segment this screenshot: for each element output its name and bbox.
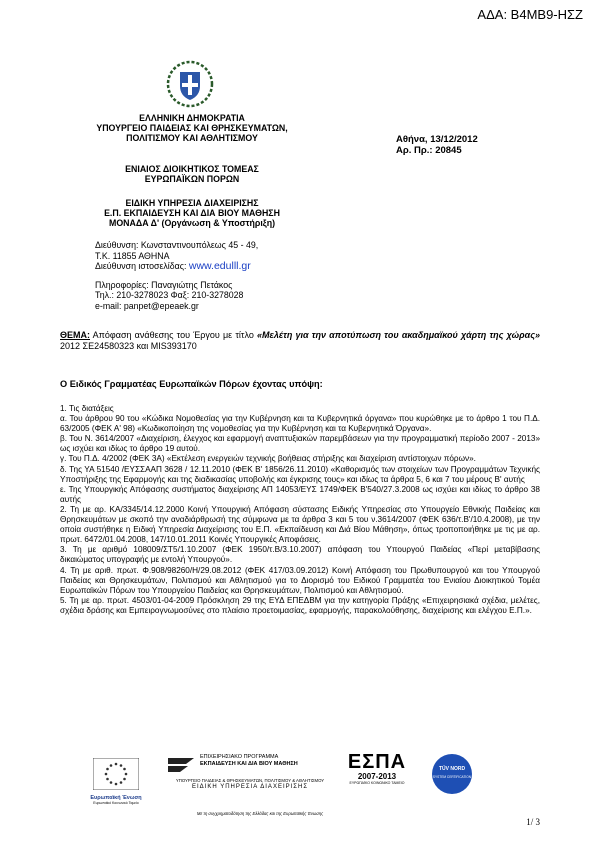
tuv-label: TÜV NORD [438,766,466,772]
op-title [200,754,298,768]
header-line: ΠΟΛΙΤΙΣΜΟΥ ΚΑΙ ΑΘΛΗΤΙΣΜΟΥ [126,133,258,143]
espa-logo [342,752,412,785]
date-block [396,134,478,156]
paragraph: 3. Τη με αριθμό 108009/ΣΤ5/1.10.2007 (ΦΕΚ 1950/τ.Β/3.10.2007) απόφαση του Υπουργού Παιδείας «Περί μεταβίβασης δικαιώματος υπογραφής με εντολή Υπουργού». [60,545,540,565]
tuv-sublabel: SYSTEM CERTIFICATION [432,775,472,779]
info-line: Πληροφορίες: Παναγιώτης Πετάκος [95,279,233,290]
eu-sublabel: Ευρωπαϊκό Κοινωνικό Ταμείο [93,801,139,805]
espa-text: ΕΣΠΑ [347,751,407,773]
ministry-header [84,113,300,143]
subject-block [60,330,540,352]
paragraph: 4. Τη με αριθ. πρωτ. Φ.908/98260/Η/29.08.2012 (ΦΕΚ 417/03.09.2012) Κοινή Απόφαση του Πρωθυπουργού και του Υπουργού Παιδείας και Θρησκευμάτων, Πολιτισμού και Αθλητισμού για το Διορισμό του Ειδικού Γραμματέα του Ενιαίου Διοικητικού Τομέα Ευρωπαϊκών Πόρων του Υπουργείου Παιδείας και Θρησκευμάτων, Πολιτισμού και Αθλητισμού. [60,565,540,595]
cofunding-note: Με τη συγχρηματοδότηση της Ελλάδας και της Ευρωπαϊκής Ένωσης [196,811,324,816]
espa-subtitle: ΕΥΡΩΠΑΪΚΟ ΚΟΙΝΩΝΙΚΟ ΤΑΜΕΙΟ [349,781,405,785]
website-link[interactable]: www.edulll.gr [188,260,251,273]
op-ministry [160,778,340,790]
address-line: Τ.Κ. 11855 ΑΘΗΝΑ [95,250,170,261]
paragraph: 5. Τη με αρ. πρωτ. 4503/01-04-2009 Πρόσκληση 29 της ΕΥΔ ΕΠΕΔΒΜ για την κατηγορία Πράξης «Επιχειρησιακά σχέδια, μελέτες, σχέδια δράσης και Εμπειρογνωμοσύνες στο πλαίσιο προετοιμασίας, εφαρμογής, παρακολούθησης, διαχείρισης και ελέγχου Ε.Π.». [60,595,540,615]
phone-line: Τηλ.: 210-3278023 Φαξ: 210-3278028 [95,290,244,301]
header-line: ΥΠΟΥΡΓΕΙΟ ΠΑΙΔΕΙΑΣ ΚΑΙ ΘΡΗΣΚΕΥΜΑΤΩΝ, [96,123,288,133]
protocol-number: Αρ. Πρ.: 20845 [396,145,462,156]
eu-label: Ευρωπαϊκή Ένωση [90,795,142,801]
paragraph: 1. Τις διατάξεις [60,404,114,413]
subject-title: «Μελέτη για την αποτύπωση του ακαδημαϊκού χάρτη της χώρας» [257,330,541,340]
header-line: ΕΛΛΗΝΙΚΗ ΔΗΜΟΚΡΑΤΙΑ [139,113,245,123]
eu-flag-icon [93,758,139,790]
header-line: Ε.Π. ΕΚΠΑΙΔΕΥΣΗ ΚΑΙ ΔΙΑ ΒΙΟΥ ΜΑΘΗΣΗ [104,208,280,218]
paragraph: 2. Τη με αρ. ΚΑ/3345/14.12.2000 Κοινή Υπουργική Απόφαση σύστασης Ειδικής Υπηρεσίας στο Υπουργείο Εθνικής Παιδείας και Θρησκευμάτων με σκοπό την αναδιάρθρωσή της σύμφωνα με τα άρθρα 3 και 5 του ν.3614/2007 (ΦΕΚ 636/τ.Β'/10.4.2008), με την οποία συστήθηκε η Ειδική Υπηρεσία Διαχείρισης του Ε.Π. «Εκπαίδευση και Διά Βίου Μάθηση», όπως τροποποιήθηκε με τις με αρ. πρωτ. 6472/01.04.2008, 147/10.01.2011 Κοινές Υπουργικές Αποφάσεις. [60,504,540,545]
op-line: ΕΠΙΧΕΙΡΗΣΙΑΚΟ ΠΡΟΓΡΑΜΜΑ [200,754,279,760]
unit-header [84,198,300,228]
subject-codes: 2012 ΣΕ24580323 και MIS393170 [60,341,197,351]
op-arrows-icon [166,754,196,776]
op-line: ΕΚΠΑΙΔΕΥΣΗ ΚΑΙ ΔΙΑ ΒΙΟΥ ΜΑΘΗΣΗ [200,761,298,767]
subject-label: ΘΕΜΑ: [60,330,90,340]
greek-emblem-icon [166,60,214,108]
sector-header [84,164,300,184]
website-line [95,261,258,272]
paragraph: ε. Της Υπουργικής Απόφασης συστήματος διαχείρισης ΑΠ 14053/ΕΥΣ 1749/ΦΕΚ Β'540/27.3.2008 ως ισχύει και ιδίως το άρθρο 38 αυτής [60,484,540,504]
paragraph: δ. Της ΥΑ 51540 /ΕΥΣΣΑΑΠ 3628 / 12.11.2010 (ΦΕΚ Β' 1856/26.11.2010) «Καθορισμός των στοιχείων των Προγραμμάτων Τεχνικής Υποστήριξης της Εφαρμογής και της διαδικασίας υποβολής και έγκρισης τους» και ιδίως τα άρθρα 5, 6 και 7 του μέρους Β' αυτής [60,464,540,484]
espa-years: 2007-2013 [357,772,397,781]
footer-logos [80,752,520,822]
email-line: e-mail: panpet@epeaek.gr [95,300,199,311]
op-line: ΥΠΟΥΡΓΕΙΟ ΠΑΙΔΕΙΑΣ & ΘΡΗΣΚΕΥΜΑΤΩΝ, ΠΟΛΙΤΙΣΜΟΥ & ΑΘΛΗΤΙΣΜΟΥ [175,778,325,783]
paragraph: γ. Του Π.Δ. 4/2002 (ΦΕΚ 3Α) «Εκτέλεση ενεργειών τεχνικής βοήθειας στήριξης και διαχείριση αντίστοιχων πόρων». [60,454,476,464]
header-line: ΕΝΙΑΙΟΣ ΔΙΟΙΚΗΤΙΚΟΣ ΤΟΜΕΑΣ [125,164,259,174]
address-line: Διεύθυνση: Κωνσταντινουπόλεως 45 - 49, [95,240,259,250]
paragraph: α. Του άρθρου 90 του «Κώδικα Νομοθεσίας για την Κυβέρνηση και τα Κυβερνητικά όργανα» που κυρώθηκε με το άρθρο 1 του Π.Δ. 63/2005 (ΦΕΚ Α' 98) «Κωδικοποίηση της νομοθεσίας για την Κυβέρνηση και τα Κυβερνητικά Όργανα». [60,414,540,434]
document-date: Αθήνα, 13/12/2012 [396,134,478,145]
section-heading: Ο Ειδικός Γραμματέας Ευρωπαϊκών Πόρων έχοντας υπόψη: [60,379,323,389]
subject-text: Απόφαση ανάθεσης του Έργου με τίτλο [90,330,258,340]
tuv-certification-icon [432,754,472,794]
considerations-list [60,404,540,616]
eu-logo [88,758,144,805]
op-line: ΕΙΔΙΚΗ ΥΠΗΡΕΣΙΑ ΔΙΑΧΕΙΡΙΣΗΣ [191,784,309,790]
header-line: ΜΟΝΑΔΑ Δ' (Οργάνωση & Υποστήριξη) [109,218,275,228]
ada-code: ΑΔΑ: Β4ΜΒ9-ΗΣΖ [477,7,583,22]
website-label: Διεύθυνση ιστοσελίδας: [95,261,189,272]
page-number: 1/ 3 [526,817,540,827]
contact-block [95,240,258,312]
paragraph: β. Του Ν. 3614/2007 «Διαχείριση, έλεγχος και εφαρμογή αναπτυξιακών παρεμβάσεων για την προγραμματική περίοδο 2007 - 2013» ως ισχύει και ιδίως το άρθρο 19 αυτού. [60,434,540,454]
header-line: ΕΥΡΩΠΑΪΚΩΝ ΠΟΡΩΝ [144,174,240,184]
header-line: ΕΙΔΙΚΗ ΥΠΗΡΕΣΙΑ ΔΙΑΧΕΙΡΙΣΗΣ [125,198,259,208]
